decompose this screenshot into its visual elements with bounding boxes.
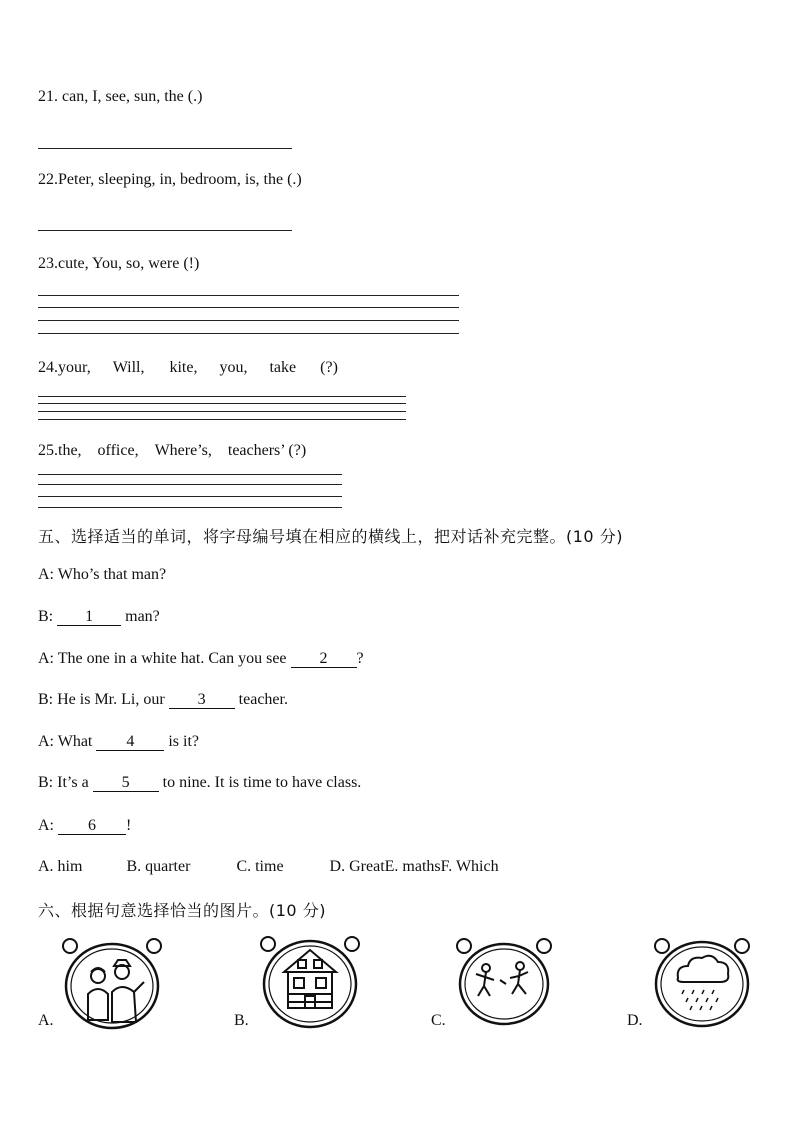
answer-line-25c[interactable] xyxy=(38,496,342,497)
dialog-text: A: The one in a white hat. Can you see xyxy=(38,650,291,667)
option-c: C. time xyxy=(236,858,284,875)
word: Will, xyxy=(112,359,145,376)
word: you, xyxy=(219,359,248,376)
question-22: 22.Peter, sleeping, in, bedroom, is, the (.) xyxy=(38,171,302,188)
house-icon[interactable] xyxy=(258,932,362,1030)
answer-line-24d[interactable] xyxy=(38,419,406,420)
picture-label-a: A. xyxy=(38,1012,54,1029)
dialog-text: ? xyxy=(356,650,364,667)
dialog-text: is it? xyxy=(164,733,200,750)
dialog-line-6 xyxy=(38,774,361,792)
option-b: B. quarter xyxy=(126,858,191,875)
word: take xyxy=(269,359,297,376)
dialog-text: B: He is Mr. Li, our xyxy=(38,691,169,708)
rain-cloud-icon[interactable] xyxy=(650,934,754,1028)
dialog-text: A: Who’s that man? xyxy=(38,566,167,583)
answer-line-23d[interactable] xyxy=(38,333,459,334)
answer-line-21[interactable] xyxy=(38,148,292,149)
dialog-line-5 xyxy=(38,733,199,751)
blank-3[interactable]: 3 xyxy=(169,692,235,709)
dialog-text: B: xyxy=(38,608,58,625)
section-6-heading: 六、根据句意选择恰当的图片。(10 分) xyxy=(38,901,326,920)
section-5-heading: 五、选择适当的单词，将字母编号填在相应的横线上，把对话补充完整。(10 分) xyxy=(38,527,623,546)
question-23: 23.cute, You, so, were (!) xyxy=(38,255,200,272)
answer-line-24c[interactable] xyxy=(38,411,406,412)
dialog-text: B: It’s a xyxy=(38,774,93,791)
dialog-line-7 xyxy=(38,817,131,835)
answer-line-25a[interactable] xyxy=(38,474,342,475)
blank-6[interactable]: 6 xyxy=(58,818,126,835)
picture-label-c: C. xyxy=(431,1012,446,1029)
kids-playing-icon[interactable] xyxy=(454,934,554,1026)
two-people-icon[interactable] xyxy=(60,936,164,1030)
blank-4[interactable]: 4 xyxy=(96,734,164,751)
dialog-text: to nine. It is time to have class. xyxy=(158,774,362,791)
word: (?) xyxy=(320,359,338,376)
answer-line-25d[interactable] xyxy=(38,507,342,508)
dialog-line-3 xyxy=(38,650,364,668)
answer-line-22[interactable] xyxy=(38,230,292,231)
word: teachers’ (?) xyxy=(227,442,307,459)
option-list xyxy=(38,858,499,876)
word: office, xyxy=(97,442,139,459)
question-25 xyxy=(38,442,306,460)
word: kite, xyxy=(169,359,198,376)
answer-line-24b[interactable] xyxy=(38,403,406,404)
word: Where’s, xyxy=(154,442,212,459)
dialog-line-2 xyxy=(38,608,160,626)
option-a: A. him xyxy=(38,858,83,875)
answer-line-24a[interactable] xyxy=(38,396,406,397)
picture-label-d: D. xyxy=(627,1012,643,1029)
answer-line-25b[interactable] xyxy=(38,484,342,485)
dialog-text: ! xyxy=(126,817,132,834)
dialog-text: man? xyxy=(121,608,160,625)
question-21: 21. can, I, see, sun, the (.) xyxy=(38,88,203,105)
dialog-text: A: xyxy=(38,817,58,834)
answer-line-23b[interactable] xyxy=(38,307,459,308)
question-24 xyxy=(38,359,338,377)
blank-5[interactable]: 5 xyxy=(93,775,159,792)
word: 25.the, xyxy=(38,442,82,459)
dialog-text: teacher. xyxy=(234,691,288,708)
answer-line-23c[interactable] xyxy=(38,320,459,321)
picture-label-b: B. xyxy=(234,1012,249,1029)
word: 24.your, xyxy=(38,359,91,376)
option-d-e-f: D. GreatE. mathsF. Which xyxy=(329,858,499,875)
answer-line-23a[interactable] xyxy=(38,295,459,296)
blank-2[interactable]: 2 xyxy=(291,651,357,668)
dialog-line-1 xyxy=(38,566,166,584)
dialog-text: A: What xyxy=(38,733,97,750)
dialog-line-4 xyxy=(38,691,288,709)
blank-1[interactable]: 1 xyxy=(57,609,121,626)
